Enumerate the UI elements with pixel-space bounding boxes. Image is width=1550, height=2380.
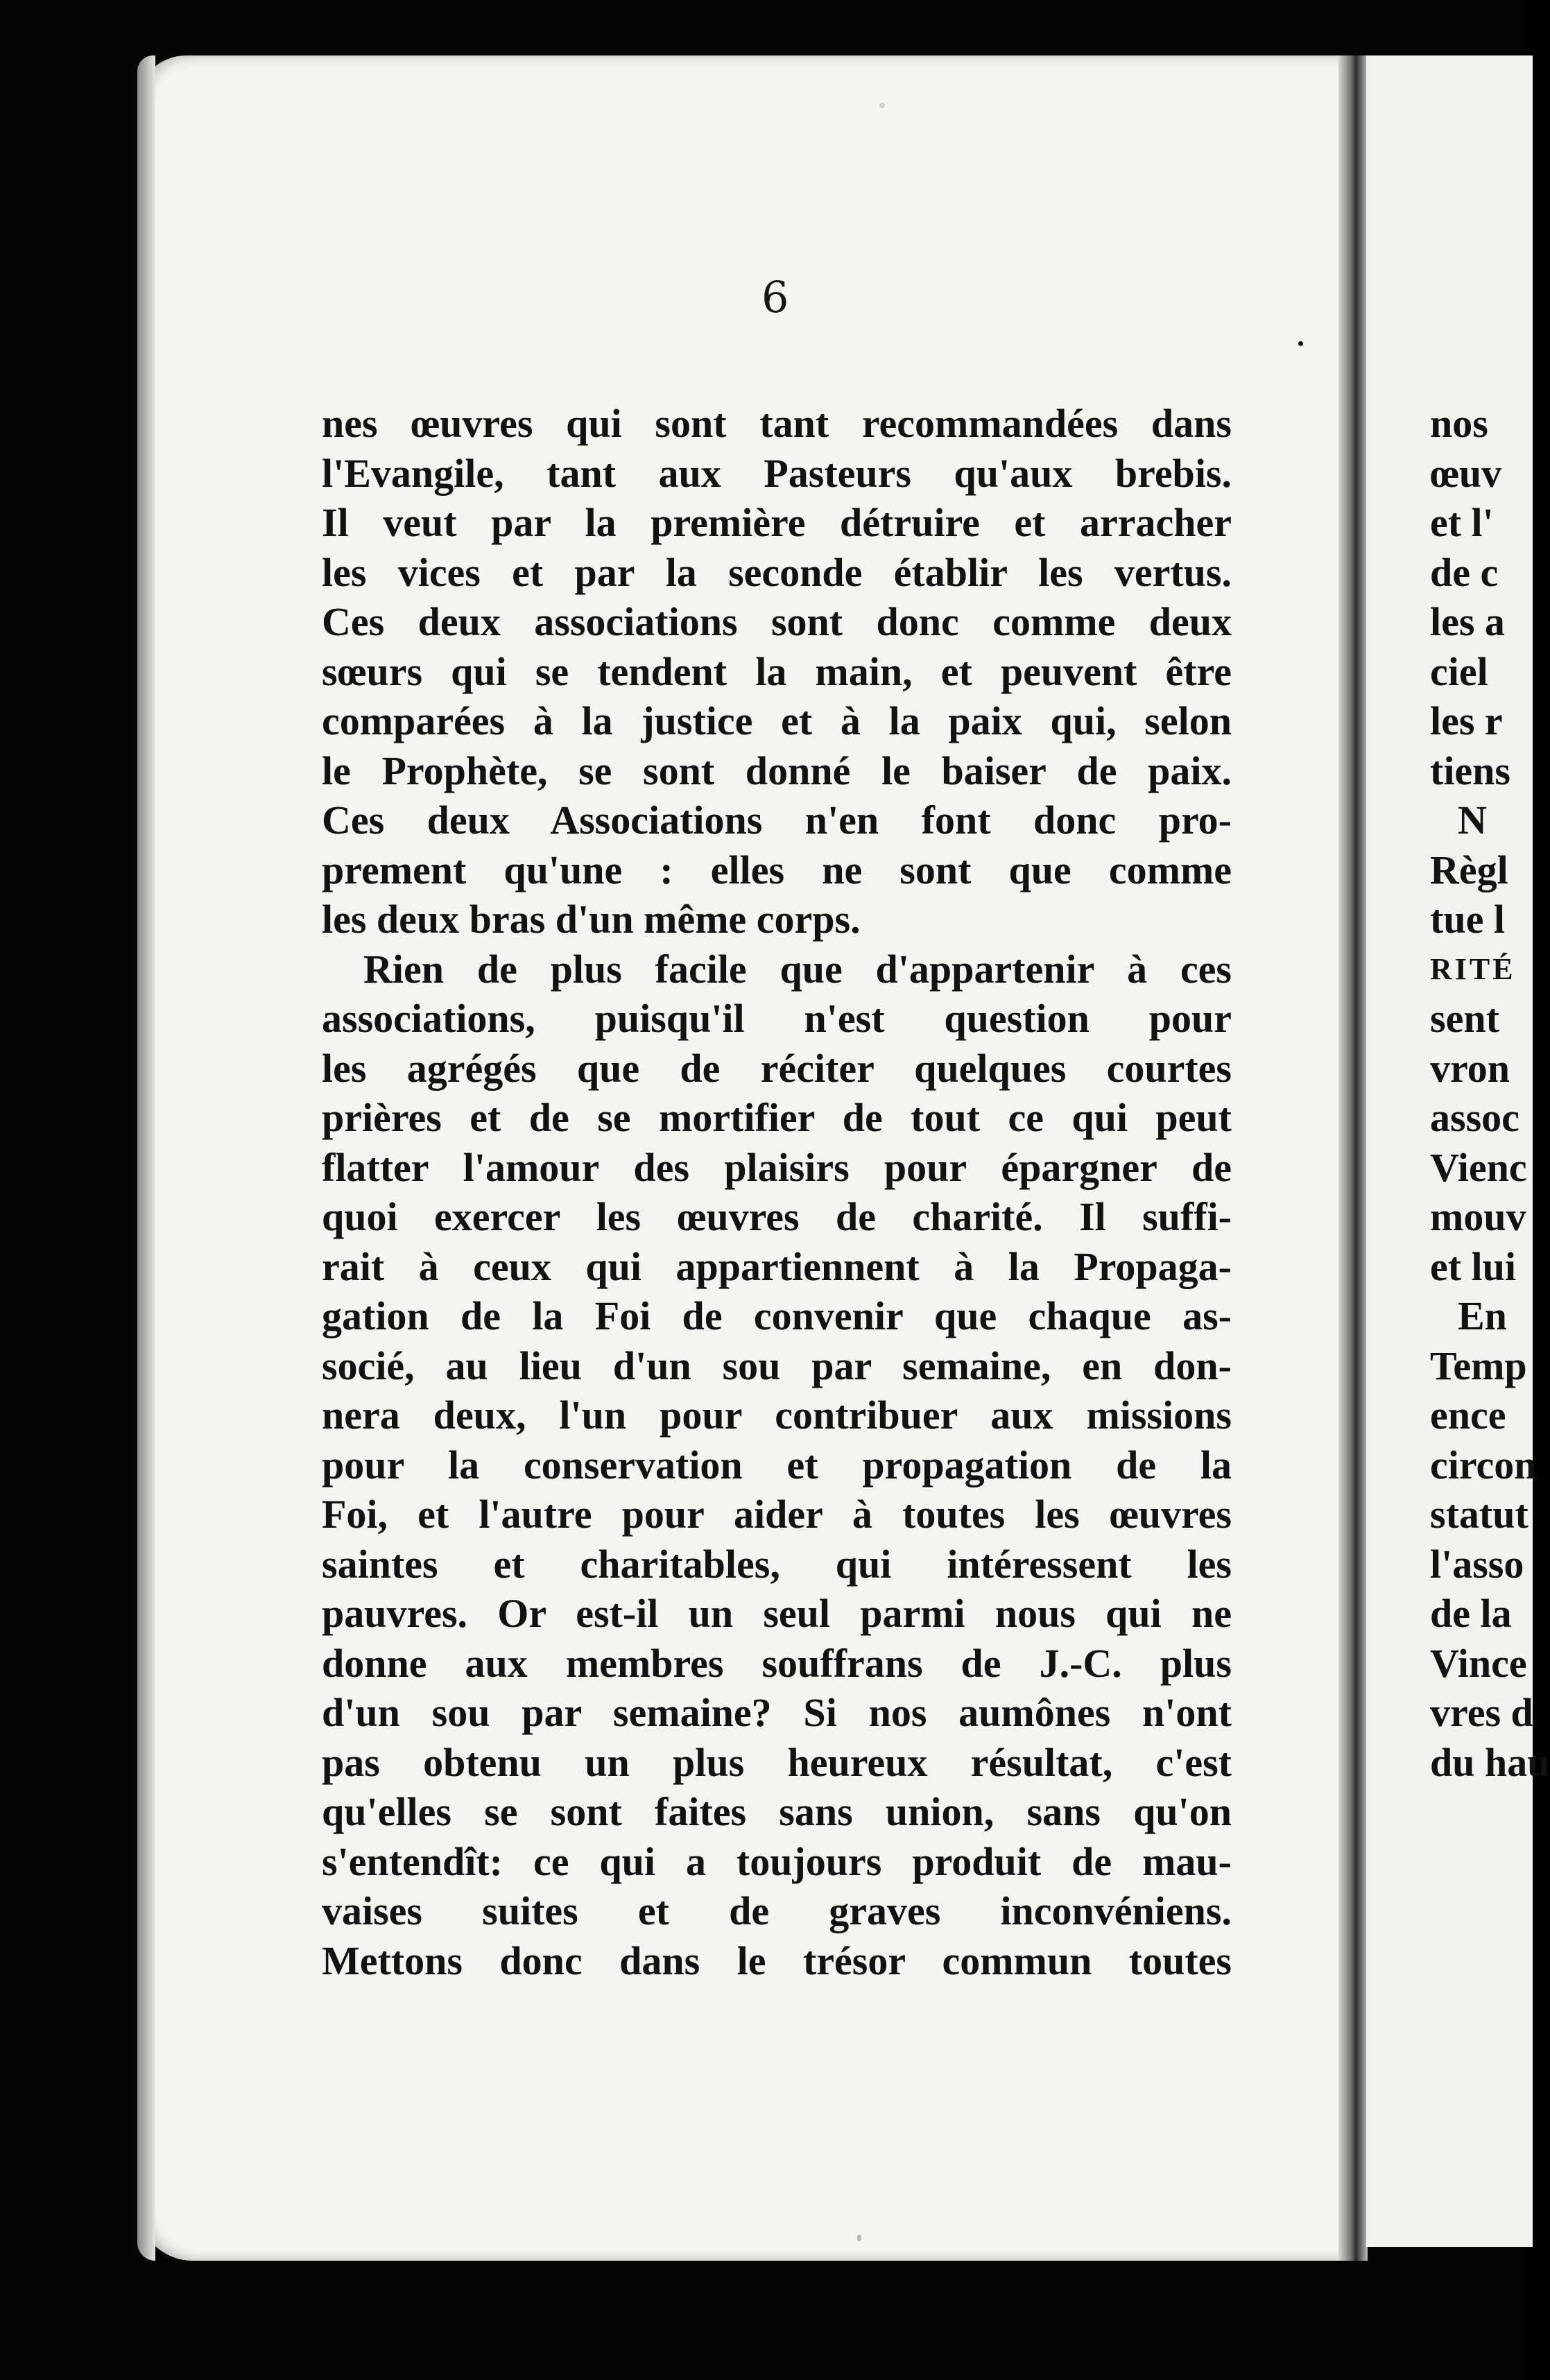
text-line: vaises suites et de graves inconvéniens. (322, 1888, 1232, 1933)
text-line: quoi exercer les œuvres de charité. Il suffi- (322, 1194, 1232, 1239)
text-line: socié, au lieu d'un sou par semaine, en don- (322, 1343, 1232, 1388)
facing-text-fragment: nos (1430, 401, 1488, 446)
text-line: prières et de se mortifier de tout ce qui peut (322, 1095, 1232, 1140)
text-line: saintes et charitables, qui intéressent les (322, 1541, 1232, 1587)
facing-text-fragment: de c (1430, 549, 1499, 595)
text-line: nera deux, l'un pour contribuer aux missions (322, 1392, 1232, 1438)
text-line: pas obtenu un plus heureux résultat, c'est (322, 1739, 1232, 1785)
facing-text-fragment: circon (1430, 1442, 1537, 1488)
text-line: qu'elles se sont faites sans union, sans qu'on (322, 1789, 1232, 1834)
facing-text-fragment: assoc (1430, 1095, 1519, 1140)
facing-text-fragment: RITÉ (1430, 951, 1516, 986)
paper-speck (879, 103, 885, 108)
facing-page-text-fragments (1430, 399, 1550, 1787)
text-line: l'Evangile, tant aux Pasteurs qu'aux brebis. (322, 450, 1232, 496)
text-line: Ces deux associations sont donc comme deux (322, 599, 1232, 644)
text-line: Il veut par la première détruire et arracher (322, 500, 1232, 545)
facing-text-fragment: Temp (1430, 1343, 1527, 1388)
text-line: associations, puisqu'il n'est question pour (322, 996, 1232, 1041)
paper-speck (1298, 341, 1303, 346)
facing-text-fragment: et l' (1430, 500, 1494, 545)
main-text-block (322, 399, 1232, 1985)
facing-text-fragment: ciel (1430, 648, 1488, 694)
text-line: donne aux membres souffrans de J.-C. plus (322, 1640, 1232, 1686)
text-line: Ces deux Associations n'en font donc pro- (322, 797, 1232, 843)
facing-text-fragment: l'asso (1430, 1541, 1524, 1587)
text-line: les agrégés que de réciter quelques courtes (322, 1045, 1232, 1091)
facing-text-fragment: du hau (1430, 1739, 1550, 1785)
text-line: Foi, et l'autre pour aider à toutes les œuvres (322, 1492, 1232, 1537)
facing-text-fragment: œuv (1430, 450, 1502, 496)
facing-text-fragment: En (1458, 1293, 1507, 1338)
paper-speck (857, 2234, 861, 2241)
facing-text-fragment: mouv (1430, 1194, 1526, 1239)
facing-text-fragment: Règl (1430, 847, 1508, 892)
facing-text-fragment: tue l (1430, 897, 1505, 942)
text-line: sœurs qui se tendent la main, et peuvent être (322, 648, 1232, 694)
text-line: les deux bras d'un même corps. (322, 897, 861, 942)
text-line: Mettons donc dans le trésor commun toutes (322, 1938, 1232, 1983)
facing-text-fragment: les a (1430, 599, 1505, 644)
text-line: pour la conservation et propagation de la (322, 1442, 1232, 1488)
facing-text-fragment: de la (1430, 1591, 1512, 1636)
facing-text-fragment: vres d (1430, 1690, 1533, 1735)
text-line: d'un sou par semaine? Si nos aumônes n'ont (322, 1690, 1232, 1735)
text-line: les vices et par la seconde établir les vertus. (322, 549, 1232, 595)
text-line: prement qu'une : elles ne sont que comme (322, 847, 1232, 892)
facing-text-fragment: les r (1430, 698, 1503, 743)
facing-text-fragment: et lui (1430, 1243, 1517, 1289)
page-number: 6 (761, 272, 789, 322)
text-line: pauvres. Or est-il un seul parmi nous qui ne (322, 1591, 1232, 1636)
book-gutter (1338, 55, 1368, 2261)
facing-text-fragment: ence (1430, 1392, 1506, 1438)
text-line: comparées à la justice et à la paix qui, selon (322, 698, 1232, 743)
facing-text-fragment: vron (1430, 1045, 1510, 1091)
facing-text-fragment: tiens (1430, 748, 1510, 793)
facing-text-fragment: N (1458, 797, 1487, 843)
text-line: le Prophète, se sont donné le baiser de paix. (322, 748, 1232, 793)
text-line: rait à ceux qui appartiennent à la Propaga- (322, 1243, 1232, 1289)
facing-text-fragment: Vienc (1430, 1144, 1527, 1190)
facing-text-fragment: sent (1430, 996, 1499, 1041)
facing-text-fragment: statut (1430, 1492, 1529, 1537)
text-line: nes œuvres qui sont tant recommandées dans (322, 401, 1232, 446)
text-line: flatter l'amour des plaisirs pour épargner de (322, 1144, 1232, 1190)
paragraph-start-line: Rien de plus facile que d'appartenir à ces (363, 946, 1232, 992)
text-line: gation de la Foi de convenir que chaque as- (322, 1293, 1232, 1338)
text-line: s'entendît: ce qui a toujours produit de mau- (322, 1838, 1232, 1884)
facing-text-fragment: Vince (1430, 1640, 1527, 1686)
